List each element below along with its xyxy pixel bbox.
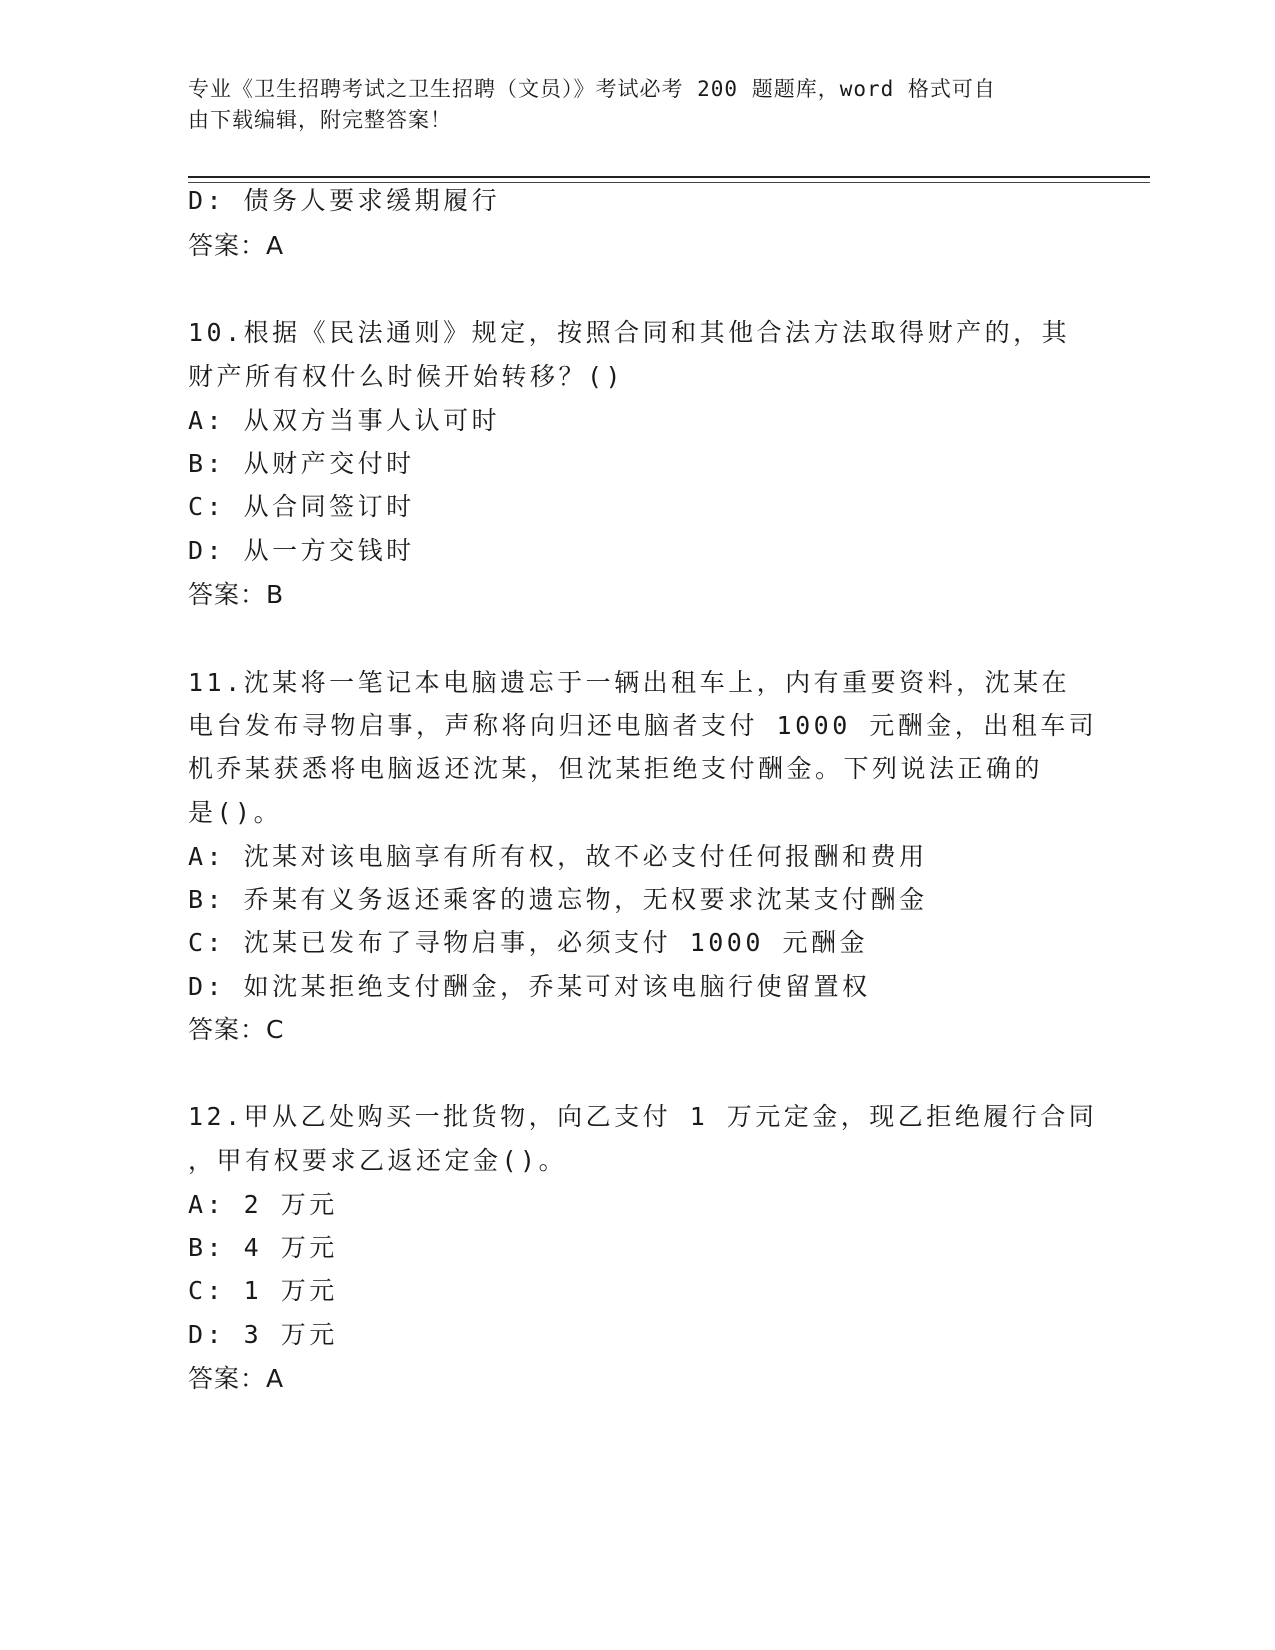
q11-option-a: A: 沈某对该电脑享有所有权，故不必支付任何报酬和费用 (188, 842, 928, 871)
q12-option-b: B: 4 万元 (188, 1233, 338, 1262)
q12-stem-line-2: ，甲有权要求乙返还定金()。 (188, 1146, 568, 1175)
q12-answer: 答案：A (188, 1364, 285, 1393)
q10-option-b: B: 从财产交付时 (188, 449, 415, 478)
q10-stem-line-1: 10.根据《民法通则》规定，按照合同和其他合法方法取得财产的，其 (188, 318, 1071, 347)
q11-stem-line-1: 11.沈某将一笔记本电脑遗忘于一辆出租车上，内有重要资料，沈某在 (188, 668, 1071, 697)
prev-question-answer: 答案：A (188, 231, 285, 260)
q11-stem-line-2: 电台发布寻物启事，声称将向归还电脑者支付 1000 元酬金，出租车司 (188, 711, 1098, 740)
q11-option-c: C: 沈某已发布了寻物启事，必须支付 1000 元酬金 (188, 928, 868, 957)
prev-question-option-d: D: 债务人要求缓期履行 (188, 186, 501, 215)
q10-option-a: A: 从双方当事人认可时 (188, 406, 501, 435)
header-divider-thin (188, 182, 1150, 183)
q12-option-d: D: 3 万元 (188, 1320, 338, 1349)
q11-option-b: B: 乔某有义务返还乘客的遗忘物，无权要求沈某支付酬金 (188, 885, 928, 914)
header-line-2: 由下载编辑，附完整答案！ (188, 108, 452, 132)
header-line-1: 专业《卫生招聘考试之卫生招聘（文员）》考试必考 200 题题库，word 格式可自 (188, 77, 996, 101)
q11-option-d: D: 如沈某拒绝支付酬金，乔某可对该电脑行使留置权 (188, 972, 871, 1001)
q12-option-a: A: 2 万元 (188, 1190, 338, 1219)
page-header (188, 74, 1088, 136)
q11-stem-line-4: 是()。 (188, 798, 283, 827)
q11-stem-line-3: 机乔某获悉将电脑返还沈某，但沈某拒绝支付酬金。下列说法正确的 (188, 754, 1044, 783)
q11-answer: 答案：C (188, 1015, 285, 1044)
q10-stem-line-2: 财产所有权什么时候开始转移？() (188, 362, 625, 391)
q12-option-c: C: 1 万元 (188, 1276, 338, 1305)
q10-answer: 答案：B (188, 580, 285, 609)
q10-option-d: D: 从一方交钱时 (188, 536, 415, 565)
q12-stem-line-1: 12.甲从乙处购买一批货物，向乙支付 1 万元定金，现乙拒绝履行合同 (188, 1102, 1098, 1131)
header-divider-thick (188, 176, 1150, 178)
q10-option-c: C: 从合同签订时 (188, 492, 415, 521)
